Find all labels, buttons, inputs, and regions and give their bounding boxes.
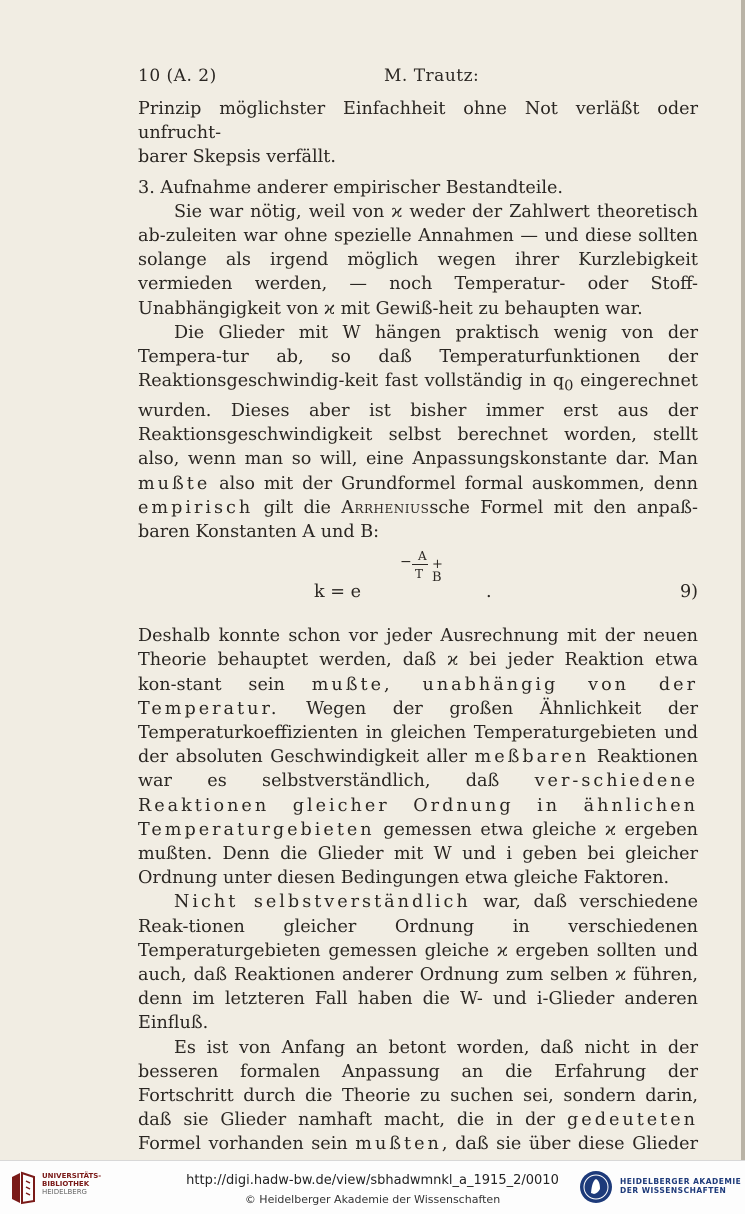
text-run: gemessen etwa gleiche ϰ ergeben mußten. Denn die Glieder mit W und i geben bei gleicher Ordnung unter diesen Bedingungen etwa gleiche Faktoren. [138, 819, 698, 889]
emphasis-spaced: mußten [355, 1134, 442, 1155]
text-run: Formel vorhanden sein [138, 1134, 356, 1155]
paragraph-4 [138, 890, 698, 1035]
exponent-numerator: A [418, 549, 427, 564]
ub-line: BIBLIOTHEK [42, 1180, 90, 1188]
page-edge [741, 0, 745, 1160]
author-name-smallcaps: Arrhenius [341, 497, 430, 518]
emphasis-spaced: meßbaren [474, 747, 590, 768]
copyright-notice: © Heidelberger Akademie der Wissenschaften [244, 1193, 501, 1206]
running-header [138, 66, 698, 90]
hadw-line: HEIDELBERGER AKADEMIE [620, 1177, 742, 1186]
paragraph-2 [138, 321, 698, 544]
emphasis-spaced: mußte, unabhängig von der Temperatur. [138, 674, 698, 719]
academy-seal-logo[interactable] [578, 1169, 614, 1205]
paragraph-1: Sie war nötig, weil von ϰ weder der Zahlwert theoretisch ab-zuleiten war ohne spezielle Annahmen — und diese sollten solange als irgend möglich wegen ihrer Kurzlebigkeit vermieden werden, — noch Temperatur- oder Stoff-Unabhängigkeit von ϰ mit Gewiß-heit zu behaupten war. [138, 201, 698, 319]
subscript: 0 [564, 377, 574, 395]
author-header: M. Trautz: [384, 66, 480, 86]
text-run: Deshalb konnte schon vor jeder Ausrechnung mit der neuen Theorie behauptet werden, daß ϰ bei jeder Reaktion etwa kon-stant sein [138, 626, 698, 695]
text-run: Wegen der großen Ähnlichkeit der Temperaturkoeffizienten in gleichen Temperaturgebieten und der absoluten Geschwindigkeit aller [138, 698, 698, 768]
text-run: eingerechnet wurden. Dieses aber ist bisher immer erst aus der Reaktionsgeschwindigkeit selbst berechnet worden, stellt also, wenn man so will, eine Anpassungskonstante dar. Man [138, 371, 698, 470]
academy-name [620, 1177, 741, 1195]
text-run: , daß sie über diese Glieder [441, 1134, 699, 1155]
page-reference: 10 (A. 2) [138, 66, 217, 86]
section-heading: 3. Aufnahme anderer empirischer Bestandteile. [138, 177, 563, 198]
formula-dot: . [486, 582, 492, 603]
hadw-line: DER WISSENSCHAFTEN [620, 1186, 727, 1195]
ub-line: HEIDELBERG [42, 1188, 87, 1196]
equation-number: 9) [679, 582, 698, 603]
exponent-minus: − [400, 554, 412, 571]
text-line: barer Skepsis verfällt. [138, 147, 336, 168]
text-run: sche Formel mit den anpaß-baren Konstanten A und B: [138, 497, 699, 542]
text-line: Prinzip möglichster Einfachheit ohne Not verläßt oder unfrucht- [138, 99, 698, 144]
emphasis-spaced: Nicht selbstverständlich [174, 892, 471, 913]
viewer-footer [0, 1160, 745, 1214]
text-run: war, daß verschiedene Reak-tionen gleicher Ordnung in verschiedenen Temperaturgebieten gemessen gleiche ϰ ergeben sollten und auch, daß Reaktionen anderer Ordnung zum selben ϰ führen, denn im letzteren Fall haben die W- und i-Glieder anderen Einfluß. [138, 892, 698, 1034]
exponent-denominator: T [415, 567, 424, 582]
emphasis-spaced: mußte [138, 473, 211, 494]
paragraph-continuation [138, 97, 698, 170]
paragraph-3 [138, 624, 698, 890]
body-text [138, 97, 698, 1181]
permalink-url[interactable]: http://digi.hadw-bw.de/view/sbhadwmnkl_a_1915_2/0010 [186, 1173, 559, 1188]
text-run: gilt die [253, 497, 342, 518]
fraction-bar [412, 564, 428, 565]
exponent-plus-b: + B [432, 557, 443, 586]
emphasis-spaced: empirisch [138, 497, 254, 518]
text-run: also mit der Grundformel formal auskommen, denn [210, 473, 698, 494]
emphasis-spaced: gedeuteten [567, 1110, 698, 1131]
text-run: Die Glieder mit W hängen praktisch wenig von der Tempera-tur ab, so daß Temperaturfunktionen der Reaktionsgeschwindig-keit fast vollständig in q [138, 322, 698, 392]
formula-9 [138, 550, 698, 622]
text-run: Es ist von Anfang an betont worden, daß nicht in der besseren formalen Anpassung an die Erfahrung der Fortschritt durch die Theorie zu suchen sei, sondern darin, daß sie Glieder namhaft macht, die in der [138, 1037, 698, 1131]
emphasis-spaced: ver-schiedene Reaktionen gleicher Ordnung in ähnlichen Temperaturgebieten [138, 771, 698, 840]
ub-line: UNIVERSITÄTS- [42, 1172, 102, 1180]
text-run: Reaktionen war es selbstverständlich, daß [138, 747, 698, 792]
formula-lhs: k = e [314, 582, 361, 603]
